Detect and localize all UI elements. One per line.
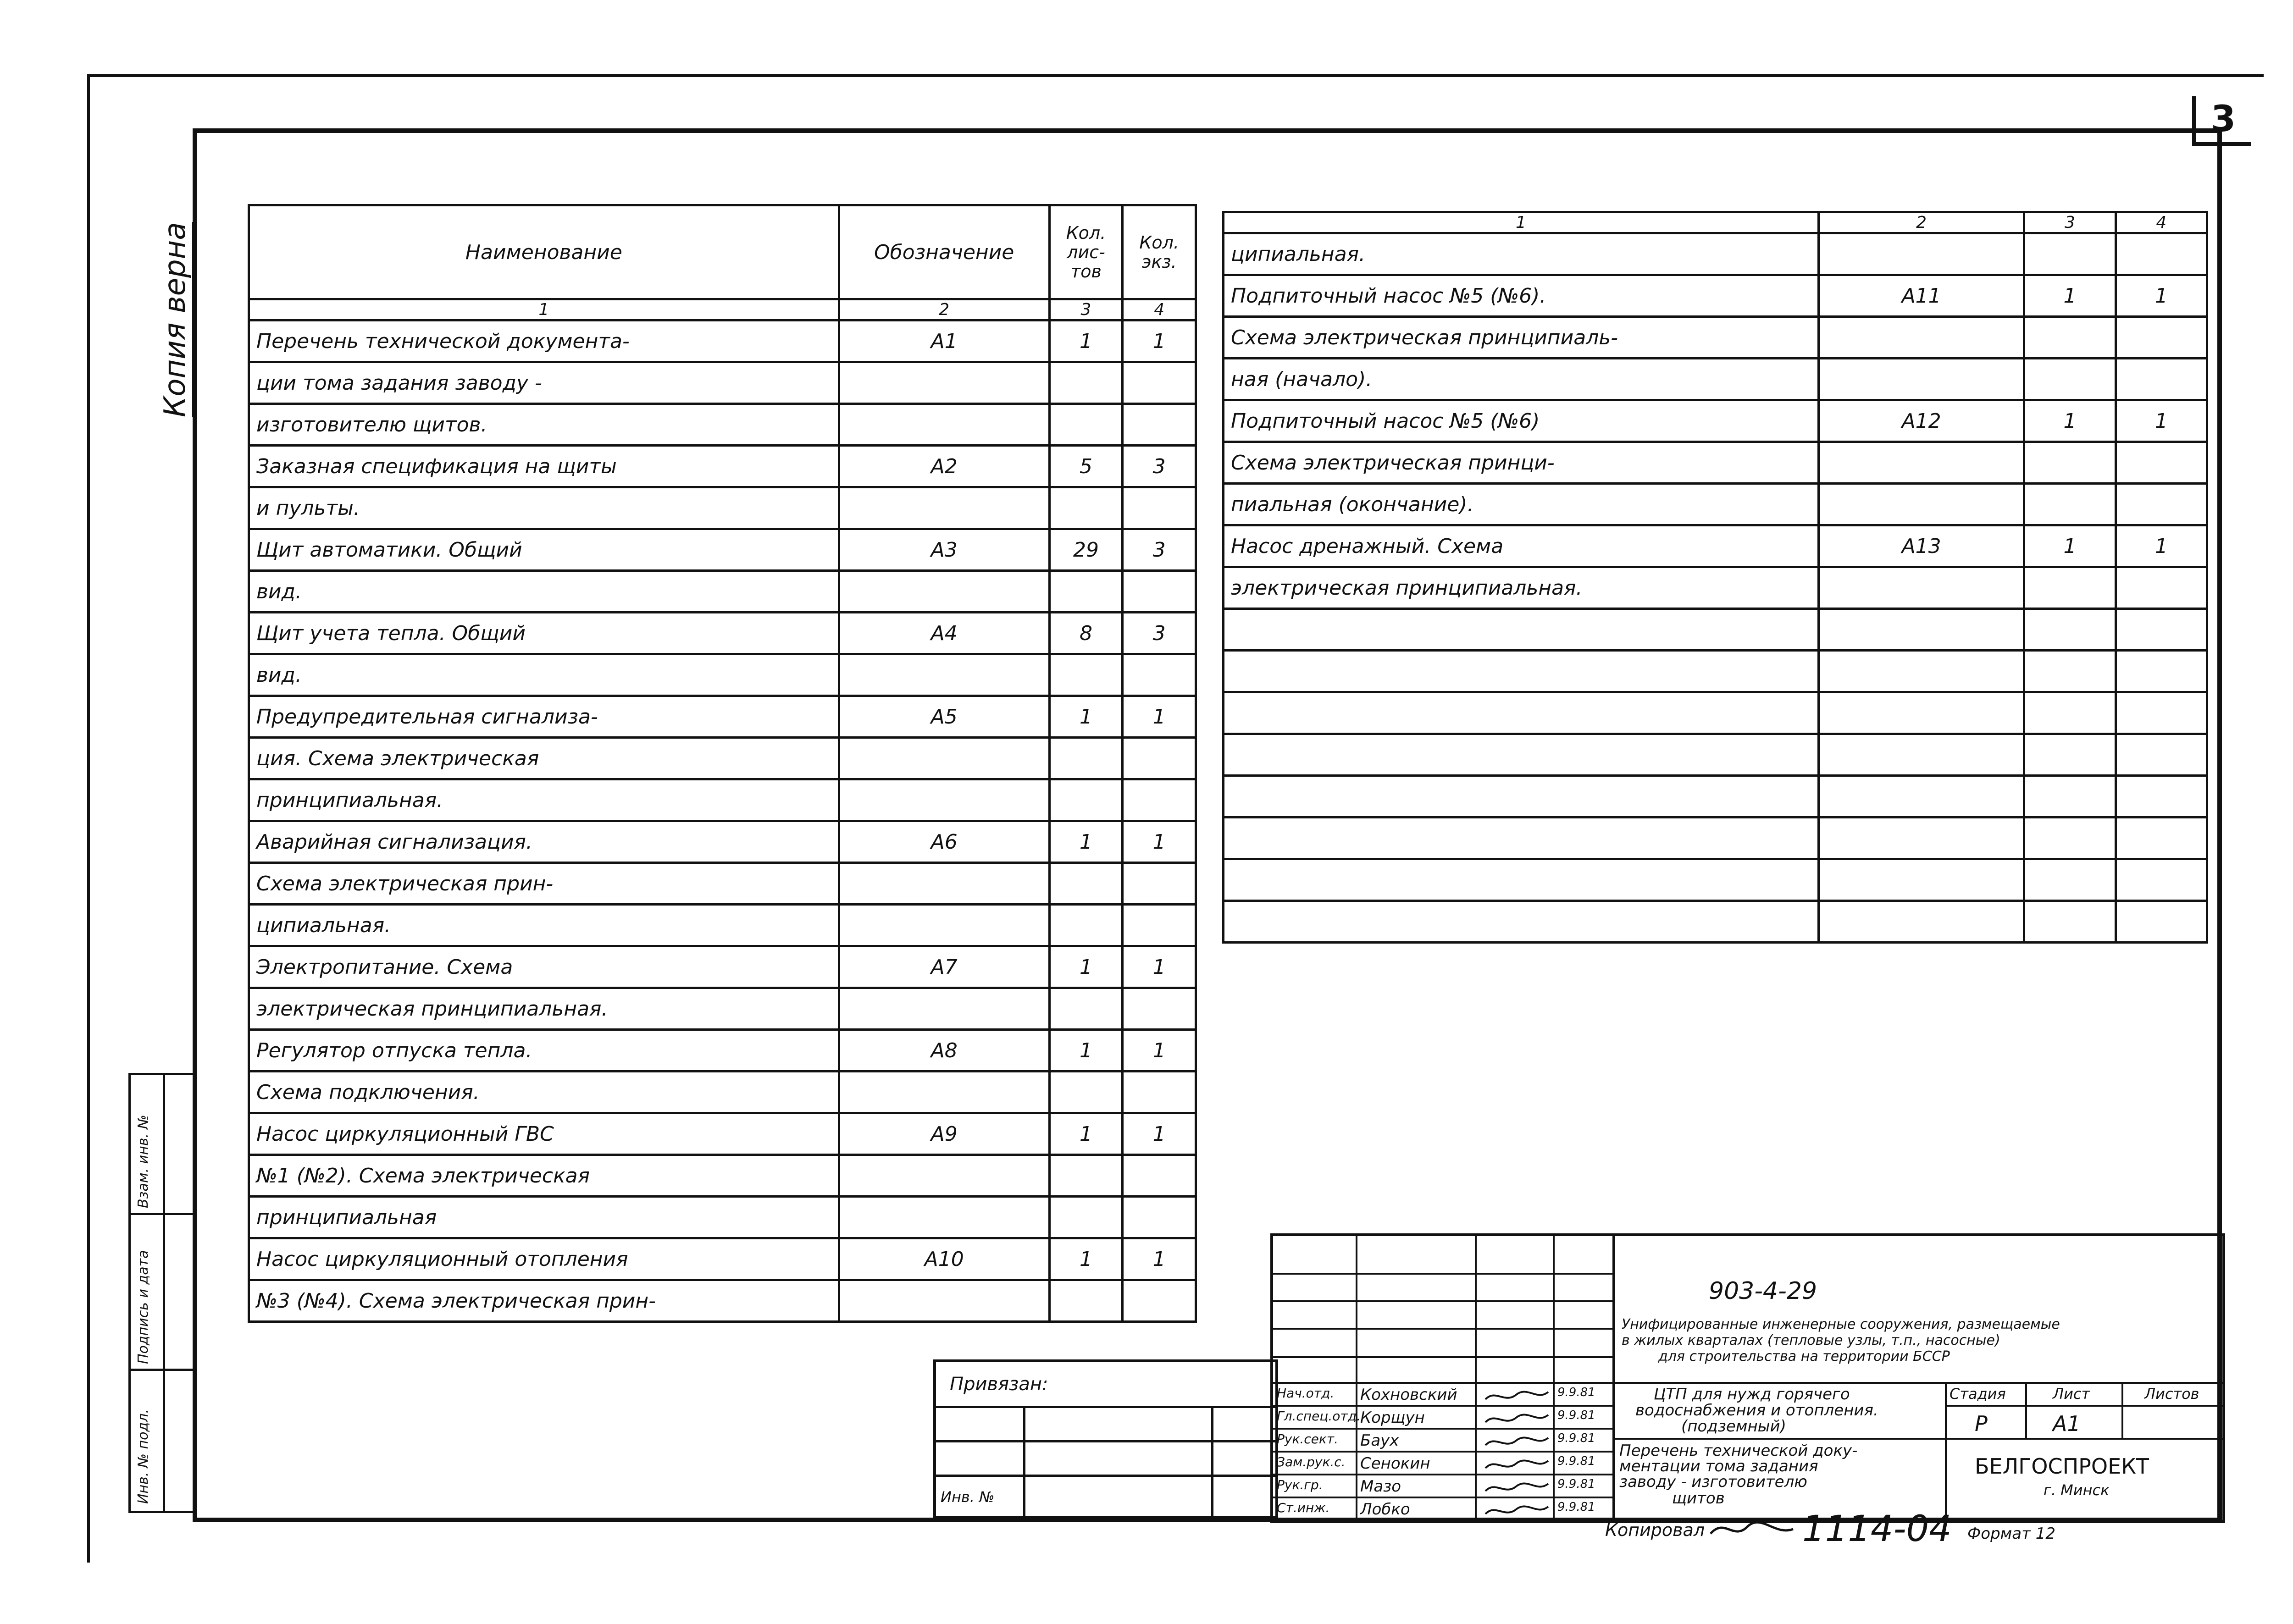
cell-name: Заказная спецификация на щиты <box>249 446 839 487</box>
column-number-row <box>249 299 1196 320</box>
cell-designation: А6 <box>839 821 1049 863</box>
sheets-label: Листов <box>2144 1385 2199 1403</box>
cell-sheets <box>2024 692 2116 734</box>
cell-sheets: 5 <box>1049 446 1123 487</box>
role-title: Зам.рук.с. <box>1277 1454 1346 1469</box>
cell-sheets <box>2024 776 2116 818</box>
cell-designation <box>839 1280 1049 1322</box>
cell-name: Насос дренажный. Схема <box>1224 525 1819 567</box>
cell-name <box>1224 818 1819 859</box>
header-copy-count: Кол. экз. <box>1123 205 1196 299</box>
table-row <box>1224 734 2207 776</box>
cell-sheets: 1 <box>1049 696 1123 738</box>
cell-designation: А9 <box>839 1113 1049 1155</box>
cell-designation <box>839 571 1049 613</box>
cell-sheets: 1 <box>2024 400 2116 442</box>
cell-copies: 1 <box>1123 1113 1196 1155</box>
role-title: Рук.гр. <box>1277 1477 1323 1492</box>
cell-sheets: 1 <box>1049 320 1123 362</box>
cell-name <box>1224 776 1819 818</box>
col-num-2: 2 <box>839 299 1049 320</box>
cell-name: Схема подключения. <box>249 1072 839 1113</box>
table-row <box>1224 776 2207 818</box>
cell-copies <box>2116 442 2207 484</box>
cell-sheets: 1 <box>1049 821 1123 863</box>
table-row <box>1224 317 2207 359</box>
cell-name: №3 (№4). Схема электрическая прин- <box>249 1280 839 1322</box>
cell-sheets <box>2024 651 2116 692</box>
col-num-1: 1 <box>249 299 839 320</box>
cell-sheets: 29 <box>1049 529 1123 571</box>
project-code: 903-4-29 <box>1709 1277 1817 1305</box>
binding-label: Привязан: <box>950 1374 1048 1395</box>
cell-name: и пульты. <box>249 487 839 529</box>
table-row <box>1224 901 2207 943</box>
cell-name: Щит учета тепла. Общий <box>249 613 839 654</box>
table-row <box>249 821 1196 863</box>
role-person: Корщун <box>1360 1409 1425 1427</box>
table-header-row <box>249 205 1196 299</box>
cell-sheets <box>1049 362 1123 404</box>
cell-sheets <box>2024 734 2116 776</box>
cell-designation <box>839 863 1049 905</box>
cell-designation <box>1818 859 2024 901</box>
stamp-signature-label: Подпись и дата <box>135 1250 151 1364</box>
cell-sheets <box>1049 905 1123 946</box>
cell-sheets <box>1049 571 1123 613</box>
sheet-label: Лист <box>2053 1385 2090 1403</box>
cell-sheets <box>1049 487 1123 529</box>
col-num-3: 3 <box>2024 212 2116 233</box>
cell-copies <box>2116 567 2207 609</box>
cell-name: Насос циркуляционный отопления <box>249 1238 839 1280</box>
cell-copies <box>2116 359 2207 400</box>
inv-label: Инв. № <box>941 1488 995 1506</box>
cell-sheets <box>1049 1155 1123 1197</box>
table-row <box>249 320 1196 362</box>
cell-designation: А7 <box>839 946 1049 988</box>
sheet-value: А1 <box>2053 1411 2081 1436</box>
cell-copies: 1 <box>1123 821 1196 863</box>
cell-sheets <box>2024 609 2116 651</box>
cell-name: Регулятор отпуска тепла. <box>249 1030 839 1072</box>
cell-copies <box>2116 233 2207 275</box>
cell-copies: 3 <box>1123 446 1196 487</box>
cell-sheets <box>2024 818 2116 859</box>
doc-line-1: Перечень технической доку- <box>1619 1442 1858 1460</box>
cell-copies <box>1123 654 1196 696</box>
cell-designation <box>1818 692 2024 734</box>
cell-sheets <box>2024 233 2116 275</box>
cell-name: ципиальная. <box>249 905 839 946</box>
cell-designation <box>839 988 1049 1030</box>
cell-sheets <box>2024 359 2116 400</box>
cell-name: Электропитание. Схема <box>249 946 839 988</box>
left-stamp <box>128 1073 197 1513</box>
cell-copies <box>1123 362 1196 404</box>
cell-sheets: 1 <box>2024 275 2116 317</box>
role-date: 9.9.81 <box>1557 1454 1595 1468</box>
object-line-2: водоснабжения и отопления. <box>1635 1401 1878 1420</box>
copier-signature <box>1706 1515 1798 1543</box>
cell-designation: А13 <box>1818 525 2024 567</box>
cell-name: изготовителю щитов. <box>249 404 839 446</box>
cell-designation <box>839 1072 1049 1113</box>
cell-name: Схема электрическая прин- <box>249 863 839 905</box>
cell-designation <box>839 738 1049 779</box>
cell-name: принципиальная <box>249 1197 839 1238</box>
table-row <box>1224 275 2207 317</box>
cell-name <box>1224 609 1819 651</box>
cell-copies: 1 <box>1123 696 1196 738</box>
cell-sheets <box>2024 442 2116 484</box>
cell-copies <box>2116 818 2207 859</box>
format-label: Формат 12 <box>1967 1525 2056 1543</box>
cell-name: Предупредительная сигнализа- <box>249 696 839 738</box>
table-row <box>249 404 1196 446</box>
table-row <box>249 1113 1196 1155</box>
stamp-inv-label: Инв. № подл. <box>135 1409 151 1504</box>
cell-copies: 1 <box>1123 1030 1196 1072</box>
cell-name <box>1224 692 1819 734</box>
cell-sheets: 8 <box>1049 613 1123 654</box>
role-date: 9.9.81 <box>1557 1431 1595 1445</box>
col-num-4: 4 <box>1123 299 1196 320</box>
cell-sheets <box>1049 1280 1123 1322</box>
role-title: Нач.отд. <box>1277 1386 1335 1401</box>
cell-designation <box>839 905 1049 946</box>
role-person: Лобко <box>1360 1500 1410 1519</box>
signature-icon <box>1482 1501 1551 1519</box>
table-row <box>249 362 1196 404</box>
cell-name: ная (начало). <box>1224 359 1819 400</box>
cell-copies: 1 <box>1123 1238 1196 1280</box>
cell-copies: 3 <box>1123 529 1196 571</box>
cell-designation <box>1818 651 2024 692</box>
cell-copies <box>2116 651 2207 692</box>
header-sheet-count: Кол. лис- тов <box>1049 205 1123 299</box>
cell-designation: А1 <box>839 320 1049 362</box>
col-num-2: 2 <box>1818 212 2024 233</box>
cell-name <box>1224 901 1819 943</box>
cell-copies <box>1123 905 1196 946</box>
signature-icon <box>1482 1455 1551 1474</box>
cell-designation: А11 <box>1818 275 2024 317</box>
cell-designation: А3 <box>839 529 1049 571</box>
table-row <box>1224 525 2207 567</box>
cell-copies <box>1123 1197 1196 1238</box>
project-desc-1: Унифицированные инженерные сооружения, размещаемые <box>1622 1316 2060 1332</box>
right-table-body <box>1224 233 2207 943</box>
cell-designation <box>839 404 1049 446</box>
cell-copies <box>1123 1155 1196 1197</box>
role-date: 9.9.81 <box>1557 1409 1595 1422</box>
cell-sheets: 1 <box>1049 1238 1123 1280</box>
role-person: Кохновский <box>1360 1386 1457 1404</box>
cell-designation <box>1818 609 2024 651</box>
role-person: Баух <box>1360 1431 1399 1450</box>
cell-designation <box>1818 567 2024 609</box>
cell-name: вид. <box>249 654 839 696</box>
cell-designation: А8 <box>839 1030 1049 1072</box>
cell-designation: А10 <box>839 1238 1049 1280</box>
stage-value: Р <box>1975 1411 1988 1436</box>
signature-icon <box>1482 1386 1551 1405</box>
table-row <box>249 738 1196 779</box>
title-block <box>1270 1233 2225 1523</box>
cell-name: ципиальная. <box>1224 233 1819 275</box>
cell-sheets <box>1049 1072 1123 1113</box>
cell-sheets <box>2024 859 2116 901</box>
cell-designation <box>839 1155 1049 1197</box>
stage-label: Стадия <box>1950 1385 2006 1403</box>
cell-sheets <box>1049 863 1123 905</box>
table-row <box>1224 233 2207 275</box>
cell-name: Подпиточный насос №5 (№6) <box>1224 400 1819 442</box>
cell-name: вид. <box>249 571 839 613</box>
cell-name: №1 (№2). Схема электрическая <box>249 1155 839 1197</box>
cell-designation: А12 <box>1818 400 2024 442</box>
cell-designation <box>1818 317 2024 359</box>
cell-copies <box>1123 571 1196 613</box>
cell-designation <box>1818 734 2024 776</box>
cell-designation <box>1818 233 2024 275</box>
cell-copies <box>2116 609 2207 651</box>
role-date: 9.9.81 <box>1557 1477 1595 1491</box>
cell-sheets <box>1049 779 1123 821</box>
org-name: БЕЛГОСПРОЕКТ <box>1975 1454 2149 1479</box>
stamp-replace-label: Взам. инв. № <box>135 1115 151 1208</box>
cell-designation <box>839 779 1049 821</box>
object-line-3: (подземный) <box>1681 1417 1786 1436</box>
cell-sheets <box>1049 654 1123 696</box>
table-row <box>249 654 1196 696</box>
cell-designation: А2 <box>839 446 1049 487</box>
role-date: 9.9.81 <box>1557 1500 1595 1514</box>
cell-name: Схема электрическая принци- <box>1224 442 1819 484</box>
cell-copies <box>2116 776 2207 818</box>
col-num-3: 3 <box>1049 299 1123 320</box>
table-row <box>1224 400 2207 442</box>
table-row <box>249 1072 1196 1113</box>
cell-name: электрическая принципиальная. <box>1224 567 1819 609</box>
table-row <box>249 988 1196 1030</box>
copy-note-text: Копия верна <box>158 222 194 417</box>
doc-line-2: ментации тома задания <box>1619 1457 1818 1475</box>
cell-copies <box>1123 863 1196 905</box>
table-row <box>249 905 1196 946</box>
cell-name: Щит автоматики. Общий <box>249 529 839 571</box>
table-row <box>249 529 1196 571</box>
table-row <box>249 1155 1196 1197</box>
cell-copies <box>1123 487 1196 529</box>
cell-designation <box>839 1197 1049 1238</box>
cell-designation <box>1818 442 2024 484</box>
drawing-number: 1114-04 <box>1802 1508 1952 1550</box>
cell-name: ция. Схема электрическая <box>249 738 839 779</box>
table-row <box>249 613 1196 654</box>
table-row <box>249 1197 1196 1238</box>
cell-designation: А5 <box>839 696 1049 738</box>
cell-name <box>1224 734 1819 776</box>
left-table-body <box>249 320 1196 1322</box>
cell-name: Схема электрическая принципиаль- <box>1224 317 1819 359</box>
cell-name: Аварийная сигнализация. <box>249 821 839 863</box>
cell-designation <box>1818 484 2024 525</box>
table-row <box>249 696 1196 738</box>
documents-table-right <box>1222 211 2208 944</box>
cell-name <box>1224 859 1819 901</box>
cell-copies: 3 <box>1123 613 1196 654</box>
cell-copies: 1 <box>2116 400 2207 442</box>
role-title: Гл.спец.отд. <box>1277 1409 1361 1424</box>
cell-copies <box>1123 1072 1196 1113</box>
cell-sheets: 1 <box>1049 946 1123 988</box>
table-row <box>249 779 1196 821</box>
sheet-number: 3 <box>2192 96 2251 146</box>
table-row <box>1224 651 2207 692</box>
table-row <box>1224 567 2207 609</box>
cell-copies: 1 <box>1123 320 1196 362</box>
col-num-4: 4 <box>2116 212 2207 233</box>
table-row <box>1224 442 2207 484</box>
table-row <box>249 863 1196 905</box>
table-row <box>1224 818 2207 859</box>
table-row <box>249 571 1196 613</box>
cell-name: ции тома задания заводу - <box>249 362 839 404</box>
table-row <box>1224 359 2207 400</box>
cell-copies <box>2116 734 2207 776</box>
cell-copies: 1 <box>1123 946 1196 988</box>
table-row <box>249 946 1196 988</box>
signature-icon <box>1482 1478 1551 1497</box>
cell-name: пиальная (окончание). <box>1224 484 1819 525</box>
role-title: Ст.инж. <box>1277 1500 1330 1515</box>
table-row <box>249 1238 1196 1280</box>
cell-copies <box>2116 692 2207 734</box>
cell-copies <box>1123 779 1196 821</box>
role-person: Мазо <box>1360 1477 1401 1496</box>
cell-designation <box>839 654 1049 696</box>
cell-copies <box>1123 738 1196 779</box>
cell-sheets: 1 <box>1049 1030 1123 1072</box>
table-row <box>1224 609 2207 651</box>
cell-designation: А4 <box>839 613 1049 654</box>
table-row <box>249 446 1196 487</box>
project-desc-2: в жилых кварталах (тепловые узлы, т.п., насосные) <box>1622 1332 2000 1348</box>
column-number-row <box>1224 212 2207 233</box>
documents-table-left <box>248 204 1197 1323</box>
cell-sheets <box>2024 317 2116 359</box>
cell-designation <box>839 362 1049 404</box>
cell-sheets: 1 <box>1049 1113 1123 1155</box>
cell-name: Подпиточный насос №5 (№6). <box>1224 275 1819 317</box>
cell-copies <box>1123 988 1196 1030</box>
cell-copies: 1 <box>2116 275 2207 317</box>
cell-copies <box>1123 404 1196 446</box>
cell-name: электрическая принципиальная. <box>249 988 839 1030</box>
table-row <box>1224 484 2207 525</box>
cell-name: Перечень технической документа- <box>249 320 839 362</box>
cell-copies <box>2116 859 2207 901</box>
cell-copies <box>2116 484 2207 525</box>
binding-box <box>933 1359 1278 1519</box>
header-designation: Обозначение <box>839 205 1049 299</box>
object-line-1: ЦТП для нужд горячего <box>1654 1385 1850 1403</box>
cell-copies <box>2116 317 2207 359</box>
table-row <box>249 487 1196 529</box>
cell-name <box>1224 651 1819 692</box>
cell-copies <box>2116 901 2207 943</box>
doc-line-4: щитов <box>1672 1489 1725 1508</box>
cell-sheets <box>1049 404 1123 446</box>
cell-sheets <box>2024 901 2116 943</box>
cell-sheets <box>1049 1197 1123 1238</box>
table-row <box>249 1030 1196 1072</box>
role-title: Рук.сект. <box>1277 1431 1339 1447</box>
org-city: г. Минск <box>2044 1481 2110 1499</box>
cell-copies: 1 <box>2116 525 2207 567</box>
col-num-1: 1 <box>1224 212 1819 233</box>
cell-designation <box>839 487 1049 529</box>
cell-designation <box>1818 901 2024 943</box>
signature-icon <box>1482 1432 1551 1451</box>
cell-sheets <box>2024 484 2116 525</box>
cell-sheets: 1 <box>2024 525 2116 567</box>
cell-sheets <box>1049 988 1123 1030</box>
cell-sheets <box>2024 567 2116 609</box>
cell-designation <box>1818 776 2024 818</box>
copy-note <box>158 160 190 417</box>
signature-icon <box>1482 1409 1551 1428</box>
role-date: 9.9.81 <box>1557 1386 1595 1399</box>
table-row <box>1224 692 2207 734</box>
header-name: Наименование <box>249 205 839 299</box>
copied-label: Копировал <box>1605 1520 1705 1540</box>
cell-designation <box>1818 818 2024 859</box>
table-row <box>249 1280 1196 1322</box>
cell-sheets <box>1049 738 1123 779</box>
project-desc-3: для строительства на территории БССР <box>1658 1348 1950 1364</box>
table-row <box>1224 859 2207 901</box>
doc-line-3: заводу - изготовителю <box>1619 1473 1807 1491</box>
cell-designation <box>1818 359 2024 400</box>
role-person: Сенокин <box>1360 1454 1430 1473</box>
cell-copies <box>1123 1280 1196 1322</box>
cell-name: Насос циркуляционный ГВС <box>249 1113 839 1155</box>
cell-name: принципиальная. <box>249 779 839 821</box>
